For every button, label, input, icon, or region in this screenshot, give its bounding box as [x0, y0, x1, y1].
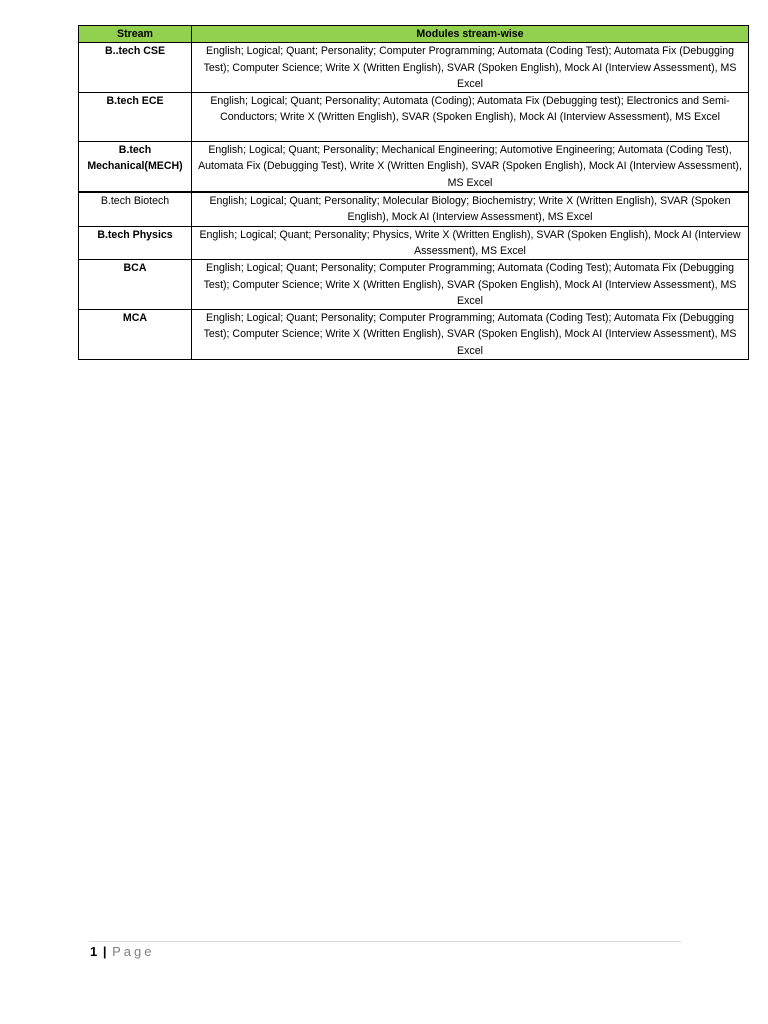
stream-cell: BCA	[79, 260, 192, 310]
modules-cell: English; Logical; Quant; Personality; Mechanical Engineering; Automotive Engineering; Automata (Coding Test), Automata Fix (Debugging Test), Write X (Written English), SVAR (Spoken English), Mock AI (Interview Assessment), MS Excel	[192, 142, 749, 192]
table-row	[79, 310, 749, 360]
stream-cell: B.tech Mechanical(MECH)	[79, 142, 192, 192]
stream-cell: B.tech Physics	[79, 226, 192, 260]
table-row	[79, 142, 749, 192]
modules-cell: English; Logical; Quant; Personality; Computer Programming; Automata (Coding Test); Automata Fix (Debugging Test); Computer Science; Write X (Written English), SVAR (Spoken English), Mock AI (Interview Assessment), MS Excel	[192, 310, 749, 360]
table-row	[79, 260, 749, 310]
footer-divider	[89, 941, 681, 942]
table-row	[79, 192, 749, 226]
footer-separator: |	[102, 944, 107, 959]
stream-cell: B.tech Biotech	[79, 192, 192, 226]
page-number: 1	[90, 944, 98, 959]
header-modules: Modules stream-wise	[192, 26, 749, 43]
table-row	[79, 226, 749, 260]
modules-cell: English; Logical; Quant; Personality; Computer Programming; Automata (Coding Test); Automata Fix (Debugging Test); Computer Science; Write X (Written English), SVAR (Spoken English), Mock AI (Interview Assessment), MS Excel	[192, 260, 749, 310]
modules-cell: English; Logical; Quant; Personality; Automata (Coding); Automata Fix (Debugging test); Electronics and Semi-Conductors; Write X (Written English), SVAR (Spoken English), Mock AI (Interview Assessment), MS Excel	[192, 93, 749, 142]
modules-table	[78, 25, 749, 360]
modules-cell: English; Logical; Quant; Personality; Molecular Biology; Biochemistry; Write X (Written English), SVAR (Spoken English), Mock AI (Interview Assessment), MS Excel	[192, 192, 749, 226]
stream-cell: B.tech ECE	[79, 93, 192, 142]
table-header-row	[79, 26, 749, 43]
table-row	[79, 43, 749, 93]
table-row	[79, 93, 749, 142]
modules-cell: English; Logical; Quant; Personality; Computer Programming; Automata (Coding Test); Automata Fix (Debugging Test); Computer Science; Write X (Written English), SVAR (Spoken English), Mock AI (Interview Assessment), MS Excel	[192, 43, 749, 93]
modules-cell: English; Logical; Quant; Personality; Physics, Write X (Written English), SVAR (Spoken English), Mock AI (Interview Assessment), MS Excel	[192, 226, 749, 260]
page-label: Page	[112, 944, 155, 959]
stream-cell: B..tech CSE	[79, 43, 192, 93]
stream-cell: MCA	[79, 310, 192, 360]
page-footer	[90, 944, 155, 960]
header-stream: Stream	[79, 26, 192, 43]
